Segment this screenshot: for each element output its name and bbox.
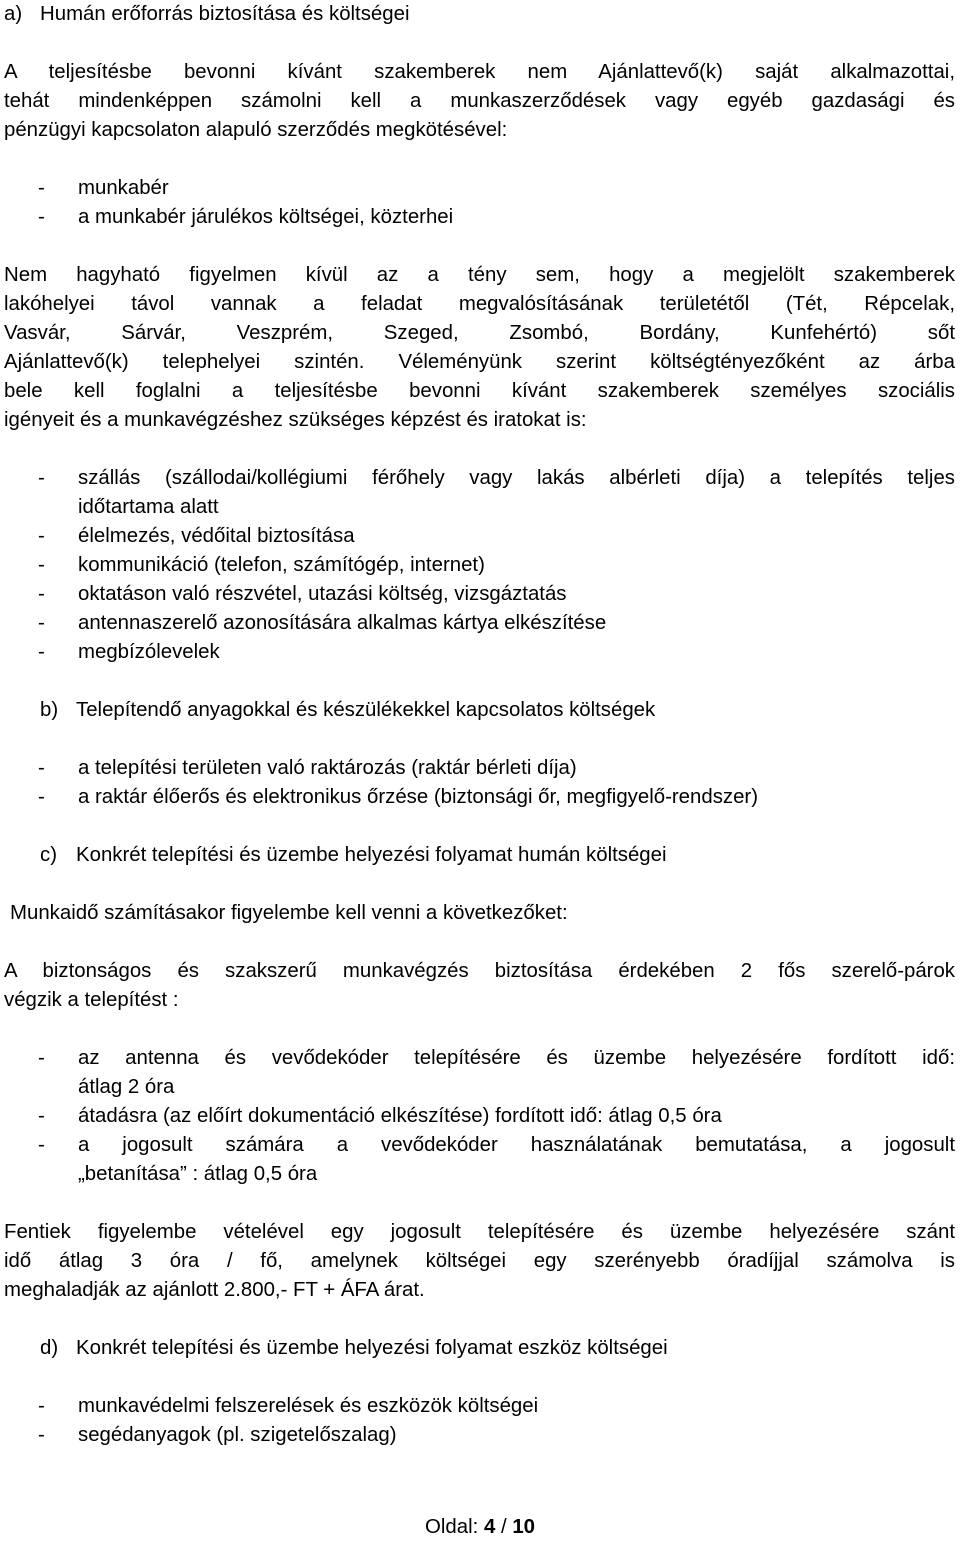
list-item	[38, 174, 955, 203]
cost-list-materials	[38, 754, 955, 812]
section-a-heading	[4, 0, 954, 29]
list-item-text: munkavédelmi felszerelések és eszközök költségei	[78, 1395, 539, 1417]
list-item	[38, 1044, 955, 1102]
section-d-heading	[40, 1334, 960, 1363]
list-item	[38, 1392, 955, 1421]
list-item-text: élelmezés, védőital biztosítása	[78, 525, 355, 547]
list-dash: -	[38, 786, 45, 808]
list-dash: -	[38, 757, 45, 779]
paragraph-line: igényeit és a munkavégzéshez szükséges képzést és iratokat is:	[4, 409, 587, 431]
paragraph-line: bele kell foglalni a teljesítésbe bevonni kívánt szakemberek személyes szociális	[4, 380, 955, 402]
intro-line: pénzügyi kapcsolaton alapuló szerződés megkötésével:	[4, 119, 508, 141]
paragraph-line: Vasvár, Sárvár, Veszprém, Szeged, Zsombó, Bordány, Kunfehértó) sőt	[4, 322, 955, 344]
current-page-number: 4	[483, 1516, 496, 1538]
section-a-label: a)	[4, 3, 23, 25]
page-number-label: Oldal:	[425, 1516, 479, 1538]
list-item-text: oktatáson való részvétel, utazási költség, vizsgáztatás	[78, 583, 567, 605]
section-c-closing	[4, 1218, 955, 1305]
list-dash: -	[38, 1047, 45, 1069]
page-footer	[0, 1513, 960, 1542]
section-c-paragraph	[4, 957, 955, 1015]
list-item-text: az antenna és vevődekóder telepítésére és üzembe helyezésére fordított idő:	[78, 1047, 955, 1069]
list-item	[38, 783, 955, 812]
list-dash: -	[38, 1424, 45, 1446]
list-dash: -	[38, 1395, 45, 1417]
list-item-continuation: időtartama alatt	[78, 496, 219, 518]
section-b-title: Telepítendő anyagokkal és készülékekkel kapcsolatos költségek	[76, 699, 656, 721]
list-item-text: antennaszerelő azonosítására alkalmas kártya elkészítése	[78, 612, 607, 634]
section-a-intro	[4, 58, 955, 145]
list-item-continuation: „betanítása” : átlag 0,5 óra	[78, 1163, 318, 1185]
section-b-label: b)	[40, 699, 59, 721]
section-c-label: c)	[40, 844, 57, 866]
list-dash: -	[38, 554, 45, 576]
paragraph-line: Ajánlattevő(k) telephelyei szintén. Véleményünk szerint költségtényezőként az árba	[4, 351, 955, 373]
cost-list-wages	[38, 174, 955, 232]
intro-line: tehát mindenképpen számolni kell a munkaszerződések vagy egyéb gazdasági és	[4, 90, 955, 112]
section-b-heading	[40, 696, 960, 725]
work-time-subheading: Munkaidő számításakor figyelembe kell venni a következőket:	[10, 902, 568, 924]
paragraph-line: idő átlag 3 óra / fő, amelynek költségei egy szerényebb óradíjjal számolva is	[4, 1250, 955, 1272]
list-item-text: a jogosult számára a vevődekóder használatának bemutatása, a jogosult	[78, 1134, 955, 1156]
list-item-text: a raktár élőerős és elektronikus őrzése (biztonsági őr, megfigyelő-rendszer)	[78, 786, 758, 808]
list-item-text: a munkabér járulékos költségei, közterhei	[78, 206, 454, 228]
cost-list-equipment	[38, 1392, 955, 1450]
list-dash: -	[38, 206, 45, 228]
list-item	[38, 638, 955, 667]
list-item-text: kommunikáció (telefon, számítógép, internet)	[78, 554, 485, 576]
paragraph-line: meghaladják az ajánlott 2.800,- FT + ÁFA árat.	[4, 1279, 425, 1301]
section-d-label: d)	[40, 1337, 59, 1359]
time-estimate-list	[38, 1044, 955, 1189]
list-item-text: munkabér	[78, 177, 169, 199]
paragraph-line: Fentiek figyelembe vételével egy jogosult telepítésére és üzembe helyezésére szánt	[4, 1221, 955, 1243]
list-dash: -	[38, 1105, 45, 1127]
list-item	[38, 551, 955, 580]
intro-line: A teljesítésbe bevonni kívánt szakemberek nem Ajánlattevő(k) saját alkalmazottai,	[4, 61, 955, 83]
list-dash: -	[38, 583, 45, 605]
page-number-separator: /	[500, 1516, 507, 1538]
list-item	[38, 609, 955, 638]
section-c-heading	[40, 841, 960, 870]
section-a-title: Humán erőforrás biztosítása és költségei	[40, 3, 410, 25]
section-d-title: Konkrét telepítési és üzembe helyezési folyamat eszköz költségei	[76, 1337, 668, 1359]
list-item-continuation: átlag 2 óra	[78, 1076, 175, 1098]
list-item-text: a telepítési területen való raktározás (raktár bérleti díja)	[78, 757, 577, 779]
list-item-text: megbízólevelek	[78, 641, 220, 663]
paragraph-line: végzik a telepítést :	[4, 989, 179, 1011]
total-page-count: 10	[512, 1516, 535, 1538]
section-a-paragraph	[4, 261, 955, 435]
paragraph-line: A biztonságos és szakszerű munkavégzés biztosítása érdekében 2 fős szerelő-párok	[4, 960, 955, 982]
list-item	[38, 1131, 955, 1189]
list-dash: -	[38, 612, 45, 634]
paragraph-line: lakóhelyei távol vannak a feladat megvalósításának területétől (Tét, Répcelak,	[4, 293, 955, 315]
list-dash: -	[38, 641, 45, 663]
list-item	[38, 203, 955, 232]
list-item	[38, 464, 955, 522]
list-dash: -	[38, 525, 45, 547]
section-c-title: Konkrét telepítési és üzembe helyezési folyamat humán költségei	[76, 844, 667, 866]
list-item-text: segédanyagok (pl. szigetelőszalag)	[78, 1424, 397, 1446]
list-item	[38, 1102, 955, 1131]
list-item	[38, 580, 955, 609]
list-item-text: szállás (szállodai/kollégiumi férőhely vagy lakás albérleti díja) a telepítés teljes	[78, 467, 955, 489]
list-dash: -	[38, 177, 45, 199]
list-item	[38, 754, 955, 783]
list-dash: -	[38, 467, 45, 489]
list-item	[38, 522, 955, 551]
cost-list-social	[38, 464, 955, 667]
list-item-text: átadásra (az előírt dokumentáció elkészítése) fordított idő: átlag 0,5 óra	[78, 1105, 722, 1127]
list-item	[38, 1421, 955, 1450]
list-dash: -	[38, 1134, 45, 1156]
paragraph-line: Nem hagyható figyelmen kívül az a tény sem, hogy a megjelölt szakemberek	[4, 264, 955, 286]
